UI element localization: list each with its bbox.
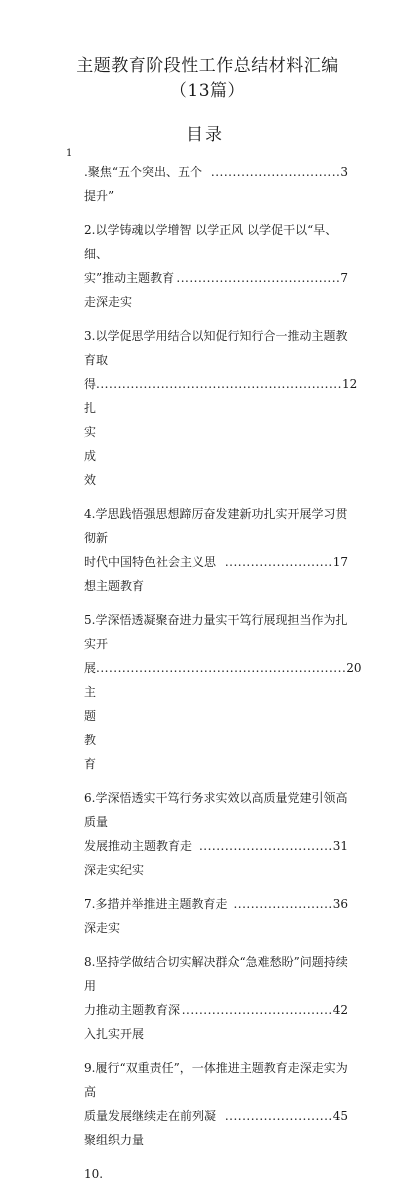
toc-entry-text: 展主题教育 bbox=[84, 661, 97, 771]
toc-leader-dots: ....................... bbox=[233, 897, 333, 911]
toc-entry-text: 9.履行“双重责任”，一体推进主题教育走深走实为高 bbox=[84, 1061, 348, 1099]
toc-page-number: 3 bbox=[340, 165, 348, 179]
toc-leader-dots: ......................... bbox=[224, 555, 333, 569]
toc-entry[interactable] bbox=[84, 502, 348, 598]
toc-entry-text: 得扎实成效 bbox=[84, 377, 97, 487]
toc-leader-dots: ............................... bbox=[198, 839, 333, 853]
toc-entry-text: 10. bbox=[84, 1167, 104, 1181]
toc-entry-text: 6.学深悟透实干笃行务求实效以高质量党建引领高质量 bbox=[84, 791, 348, 829]
toc-entry[interactable] bbox=[84, 160, 348, 208]
toc-marker: 1 bbox=[66, 148, 73, 159]
toc-page-number: 36 bbox=[332, 897, 348, 911]
toc-leader-dots: .......................................................... bbox=[96, 661, 347, 675]
toc-page-number: 12 bbox=[341, 377, 358, 391]
toc-entry-text: 发展推动主题教育走深走实纪实 bbox=[84, 839, 193, 877]
toc-leader-dots: ......................... bbox=[224, 1109, 333, 1123]
toc-entry-text: 2.以学铸魂以学增智 以学正风 以学促干以“早、细、 bbox=[84, 223, 338, 261]
toc-page-number: 45 bbox=[332, 1109, 348, 1123]
toc-entry-text: 实”推动主题教育走深走实 bbox=[84, 271, 175, 309]
toc-list bbox=[84, 160, 362, 1196]
toc-heading: 目录 bbox=[186, 125, 224, 145]
toc-entry[interactable] bbox=[84, 324, 358, 492]
toc-entry-text: .聚焦“五个突出、五个提升” bbox=[84, 165, 202, 203]
toc-leader-dots: .............................. bbox=[210, 165, 341, 179]
toc-entry[interactable] bbox=[84, 608, 362, 776]
toc-entry-text: 时代中国特色社会主义思想主题教育 bbox=[84, 555, 217, 593]
toc-entry[interactable] bbox=[84, 218, 348, 314]
toc-page-number: 42 bbox=[332, 1003, 348, 1017]
toc-leader-dots: ......................................................... bbox=[96, 377, 342, 391]
toc-entry[interactable] bbox=[84, 1162, 348, 1186]
toc-entry-text: 8.坚持学做结合切实解决群众“急难愁盼”问题持续用 bbox=[84, 955, 348, 993]
toc-page-number: 7 bbox=[340, 271, 348, 285]
toc-entry[interactable] bbox=[84, 786, 348, 882]
toc-entry-text: 质量发展继续走在前列凝聚组织力量 bbox=[84, 1109, 217, 1147]
toc-entry-text: 5.学深悟透凝聚奋进力量实干笃行展现担当作为扎实开 bbox=[84, 613, 348, 651]
toc-entry-text: 力推动主题教育深入扎实开展 bbox=[84, 1003, 181, 1041]
document-title: 主题教育阶段性工作总结材料汇编（13篇） bbox=[76, 56, 339, 101]
toc-page-number: 31 bbox=[332, 839, 348, 853]
toc-entry-text: 7.多措并举推进主题教育走深走实 bbox=[84, 897, 228, 935]
toc-entry[interactable] bbox=[84, 1056, 348, 1152]
toc-leader-dots: ................................... bbox=[181, 1003, 333, 1017]
toc-entry[interactable] bbox=[84, 950, 348, 1046]
toc-entry-text: 4.学思践悟强思想蹄厉奋发建新功扎实开展学习贯彻新 bbox=[84, 507, 348, 545]
toc-page-number: 20 bbox=[346, 661, 362, 675]
toc-entry[interactable] bbox=[84, 892, 348, 940]
toc-entry-text: 3.以学促思学用结合以知促行知行合一推动主题教育取 bbox=[84, 329, 348, 367]
toc-leader-dots: ...................................... bbox=[176, 271, 341, 285]
toc-page-number: 17 bbox=[332, 555, 348, 569]
